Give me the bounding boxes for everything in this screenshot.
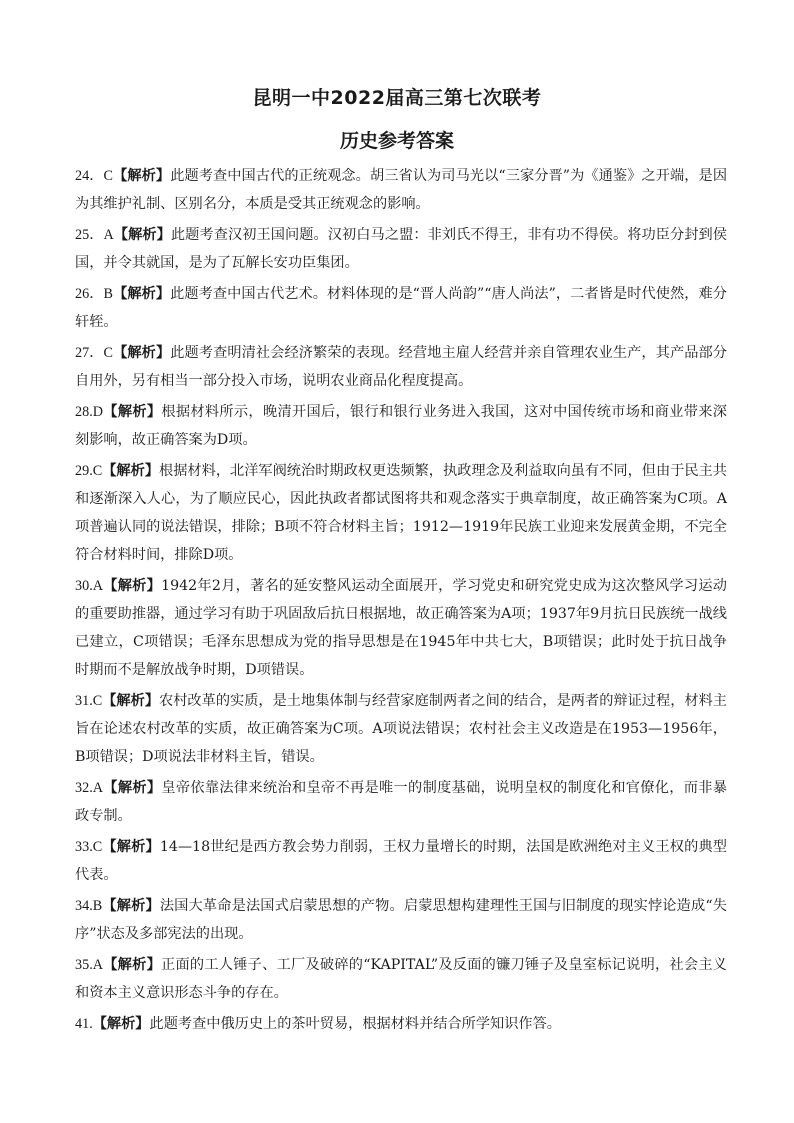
- answer-tag: 【解析】: [102, 578, 162, 594]
- answer-tag: 【解析】: [102, 780, 162, 796]
- answer-text: 法国大革命是法国式启蒙思想的产物。启蒙思想构建理性王国与旧制度的现实悖论造成“失序”状态及多部宪法的出现。: [75, 898, 727, 942]
- answer-text: 此题考查汉初王国问题。汉初白马之盟：非刘氏不得王，非有功不得侯。将功臣分封到侯国，并令其就国，是为了瓦解长安功臣集团。: [75, 227, 727, 271]
- page-title: 昆明一中2022届高三第七次联考: [252, 87, 542, 109]
- answer-text: 1942年2月，著名的延安整风运动全面展开，学习党史和研究党史成为这次整风学习运动的重要助推器，通过学习有助于巩固敌后抗日根据地，故正确答案为A项；1937年9月抗日民族统一战线已建立，C项错误；毛泽东思想成为党的指导思想是在1945年中共七大，B项错误；此时处于抗日战争时期而不是解放战争时期，D项错误。: [75, 578, 727, 678]
- answer-list: [75, 162, 727, 1041]
- answer-tag: 【解析】: [102, 404, 162, 420]
- answer-tag: 【解析】: [113, 345, 171, 361]
- answer-item: [75, 572, 727, 684]
- answer-number: 30.A: [75, 578, 103, 594]
- answer-number: 29.C: [75, 463, 103, 479]
- answer-item: [75, 833, 727, 889]
- answer-tag: 【解析】: [102, 693, 160, 709]
- answer-number: 26．B: [75, 286, 113, 302]
- answer-number: 24．C: [75, 168, 114, 184]
- answer-item: [75, 457, 727, 569]
- answer-tag: 【解析】: [102, 839, 160, 855]
- answer-item: [75, 951, 727, 1007]
- answer-tag: 【解析】: [102, 957, 162, 973]
- answer-text: 此题考查中国古代的正统观念。胡三省认为司马光以“三家分晋”为《通鉴》之开端，是因为其维护礼制、区别名分，本质是受其正统观念的影响。: [75, 168, 728, 212]
- answer-tag: 【解析】: [102, 898, 160, 914]
- answer-text: 此题考查中国古代艺术。材料体现的是“晋人尚韵”“唐人尚法”，二者皆是时代使然，难分轩轾。: [75, 286, 727, 330]
- answer-number: 27．C: [75, 345, 114, 361]
- answer-text: 根据材料，北洋军阀统治时期政权更迭频繁，执政理念及利益取向虽有不同，但由于民主共和逐渐深入人心，为了顺应民心，因此执政者都试图将共和观念落实于典章制度，故正确答案为C项。A项普遍认同的说法错误，排除；B项不符合材料主旨；1912—1919年民族工业迎来发展黄金期，不完全符合材料时间，排除D项。: [75, 463, 727, 563]
- answer-item: [75, 339, 727, 395]
- answer-number: 34.B: [75, 898, 103, 914]
- answer-text: 此题考查中俄历史上的茶叶贸易，根据材料并结合所学知识作答。: [149, 1016, 561, 1032]
- answer-number: 33.C: [75, 839, 103, 855]
- answer-item: [75, 162, 727, 218]
- answer-item: [75, 1010, 727, 1038]
- answer-tag: 【解析】: [113, 286, 171, 302]
- page-subtitle: 历史参考答案: [339, 130, 454, 152]
- answer-item: [75, 280, 727, 336]
- answer-text: 根据材料所示，晚清开国后，银行和银行业务进入我国，这对中国传统市场和商业带来深刻影响，故正确答案为D项。: [75, 404, 727, 448]
- answer-item: [75, 221, 727, 277]
- answer-text: 14—18世纪是西方教会势力削弱，王权力量增长的时期，法国是欧洲绝对主义王权的典型代表。: [75, 839, 727, 883]
- answer-text: 农村改革的实质，是土地集体制与经营家庭制两者之间的结合，是两者的辩证过程，材料主旨在论述农村改革的实质，故正确答案为C项。A项说法错误；农村社会主义改造是在1953—1956年，B项错误；D项说法非材料主旨，错误。: [75, 693, 727, 765]
- answer-number: 28.D: [75, 404, 103, 420]
- answer-item: [75, 398, 727, 454]
- answer-number: 31.C: [75, 693, 103, 709]
- answer-number: 25．A: [75, 227, 114, 243]
- answer-text: 此题考查明清社会经济繁荣的表现。经营地主雇人经营并亲自管理农业生产，其产品部分自用外，另有相当一部分投入市场，说明农业商品化程度提高。: [75, 345, 727, 389]
- answer-item: [75, 687, 727, 771]
- answer-tag: 【解析】: [113, 168, 171, 184]
- answer-number: 41.: [75, 1016, 93, 1032]
- answer-tag: 【解析】: [92, 1016, 150, 1032]
- answer-number: 35.A: [75, 957, 103, 973]
- answer-text: 正面的工人锤子、工厂及破碎的“KAPITAL”及反面的镰刀锤子及皇室标记说明，社会主义和资本主义意识形态斗争的存在。: [75, 957, 727, 1001]
- answer-tag: 【解析】: [113, 227, 171, 243]
- answer-number: 32.A: [75, 780, 103, 796]
- answer-item: [75, 774, 727, 830]
- answer-tag: 【解析】: [102, 463, 160, 479]
- answer-item: [75, 892, 727, 948]
- answer-text: 皇帝依靠法律来统治和皇帝不再是唯一的制度基础，说明皇权的制度化和官僚化，而非暴政专制。: [75, 780, 727, 824]
